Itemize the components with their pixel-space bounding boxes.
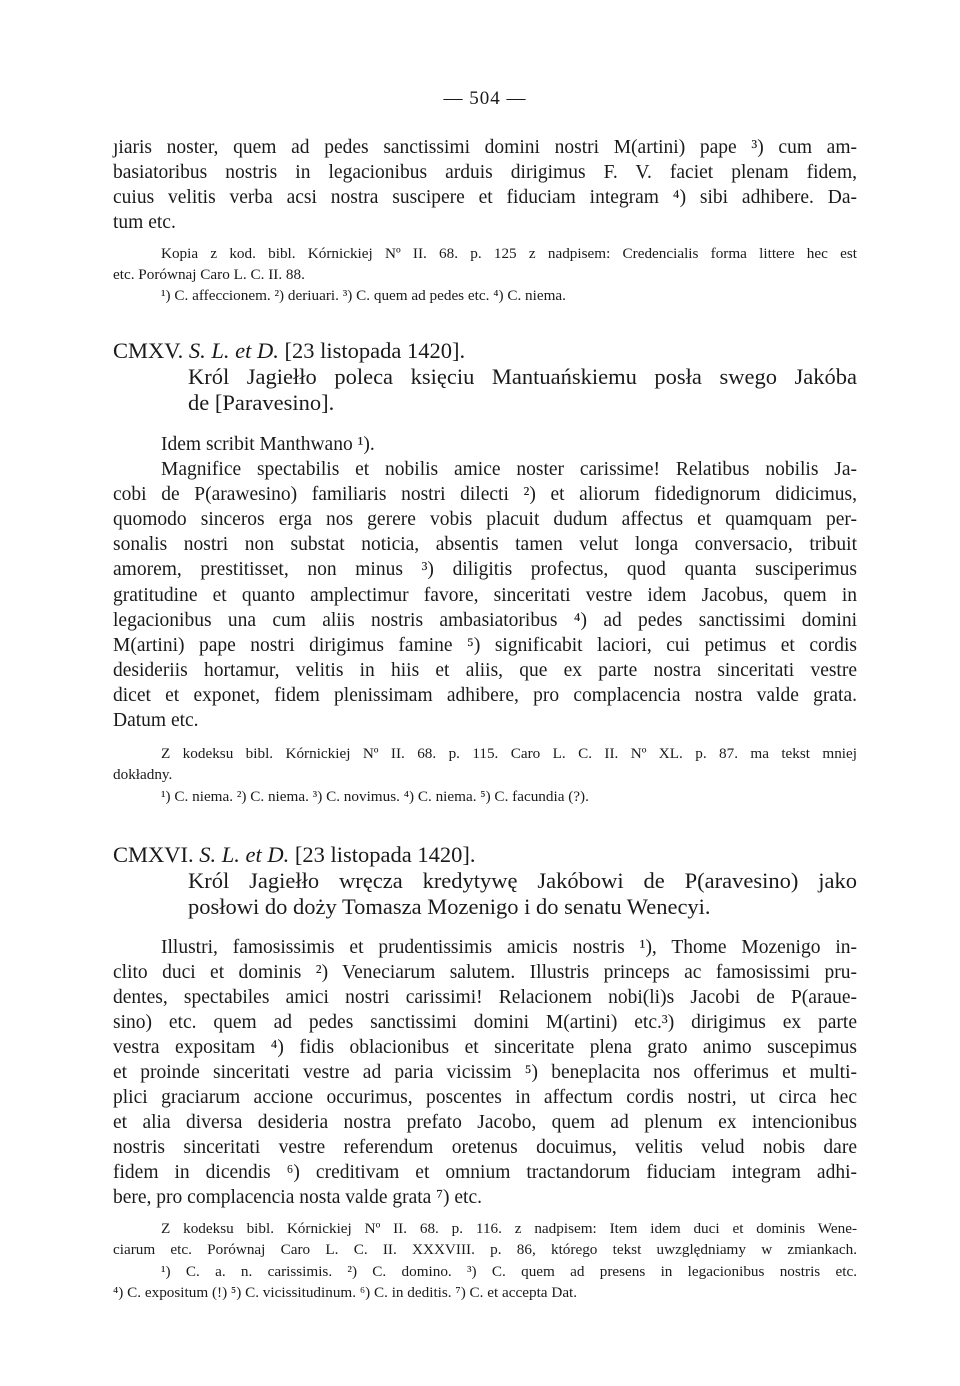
text-line: vestra expositam ⁴) fidis oblacionibus et sinceritate plena grato animo suscepimus bbox=[113, 1037, 857, 1058]
document-title: Król Jagiełło poleca księciu Mantuańskiemu posła swego Jakóba bbox=[188, 364, 857, 389]
document-date: [23 listopada 1420]. bbox=[294, 842, 476, 867]
source-note: Z kodeksu bibl. Kórnickiej Nº II. 68. p. 115. Caro L. C. II. Nº XL. p. 87. ma tekst mniej bbox=[161, 745, 857, 762]
text-line: Datum etc. bbox=[113, 710, 199, 731]
text-line: cobi de P(arawesino) familiaris nostri dilecti ²) et aliorum fidedignorum didicimus, bbox=[113, 484, 857, 505]
document-intro: Idem scribit Manthwano ¹). bbox=[161, 434, 375, 455]
text-line: fidem in dicendis ⁶) creditivam et omnium tractandorum fiduciam integram adhi- bbox=[113, 1162, 857, 1183]
text-line: sonalis nostri non substat noticia, absentis tamen velut longa conversacio, tribuit bbox=[113, 534, 857, 555]
document-number: CMXVI. bbox=[113, 842, 194, 867]
note-line: Kopia z kod. bibl. Kórnickiej Nº II. 68. p. 125 z nadpisem: Credencialis forma littere hec est bbox=[161, 245, 857, 262]
place-date: S. L. et D. bbox=[199, 842, 290, 867]
text-line: tum etc. bbox=[113, 212, 176, 233]
footnotes: ¹) C. affeccionem. ²) deriuari. ³) C. quem ad pedes etc. ⁴) C. niema. bbox=[161, 287, 566, 304]
text-line: bere, pro complacencia nosta valde grata ⁷) etc. bbox=[113, 1187, 482, 1208]
text-line: cuius velitis verba acsi nostra suscipere et fiduciam integram ⁴) sibi adhibere. Da- bbox=[113, 187, 857, 208]
document-heading bbox=[113, 338, 857, 364]
page-number: — 504 — bbox=[443, 88, 527, 109]
text-line: Illustri, famosissimis et prudentissimis amicis nostris ¹), Thome Mozenigo in- bbox=[161, 937, 857, 958]
note-line: etc. Porównaj Caro L. C. II. 88. bbox=[113, 266, 305, 283]
text-line: M(artini) pape nostri dirigimus famine ⁵) significabit laciori, cui petimus et cordis bbox=[113, 635, 857, 656]
document-title: Król Jagiełło wręcza kredytywę Jakóbowi de P(aravesino) jako bbox=[188, 868, 857, 893]
text-line: clito duci et dominis ²) Veneciarum salutem. Illustris princeps ac famosissimi pru- bbox=[113, 962, 857, 983]
text-line: sino) etc. quem ad pedes sanctissimi domini M(artini) etc.³) dirigimus ex parte bbox=[113, 1012, 857, 1033]
document-number: CMXV. bbox=[113, 338, 184, 363]
place-date: S. L. et D. bbox=[188, 338, 279, 363]
document-date: [23 listopada 1420]. bbox=[284, 338, 466, 363]
text-line: gratitudine et quanto amplectimur favore, sinceritati vestre idem Jacobus, quem in bbox=[113, 585, 857, 606]
text-line: basiatoribus nostris in legacionibus arduis dirigimus F. V. faciet plenam fidem, bbox=[113, 162, 857, 183]
document-title: posłowi do doży Tomasza Mozenigo i do senatu Wenecyi. bbox=[188, 894, 711, 919]
footnotes: ¹) C. a. n. carissimis. ²) C. domino. ³) C. quem ad presens in legacionibus nostris etc. bbox=[161, 1263, 857, 1280]
text-line: plici graciarum accione occurimus, poscentes in affectum cordis nostri, ut circa hec bbox=[113, 1087, 857, 1108]
text-line: et proinde sinceritati vestre ad paria vicissim ⁵) beneplacita nos offerimus et multi- bbox=[113, 1062, 857, 1083]
text-line: ȷiaris noster, quem ad pedes sanctissimi domini nostri M(artini) pape ³) cum am- bbox=[113, 137, 857, 158]
text-line: legacionibus una cum aliis nostris ambasiatoribus ⁴) ad pedes sanctissimi domini bbox=[113, 610, 857, 631]
text-line: amorem, prestitisset, non minus ³) diligitis profectus, quod quanta susciperimus bbox=[113, 559, 857, 580]
text-line: desideriis hortamur, velitis in hiis et aliis, que ex parte nostra sinceritati vestre bbox=[113, 660, 857, 681]
text-line: dentes, spectabiles amici nostri carissimi! Relacionem nobi(li)s Jacobi de P(araue- bbox=[113, 987, 857, 1008]
source-note: ciarum etc. Porównaj Caro L. C. II. XXXVIII. p. 86, którego tekst uwzględniamy w zmiankach. bbox=[113, 1241, 857, 1258]
source-note: Z kodeksu bibl. Kórnickiej Nº II. 68. p. 116. z nadpisem: Item idem duci et dominis Wene- bbox=[161, 1220, 857, 1237]
text-line: nostris sinceritati vestre referendum oretenus docuimus, velitis velud nobis dare bbox=[113, 1137, 857, 1158]
footnotes: ¹) C. niema. ²) C. niema. ³) C. novimus. ⁴) C. niema. ⁵) C. facundia (?). bbox=[161, 788, 589, 805]
text-line: Magnifice spectabilis et nobilis amice noster carissime! Relatibus nobilis Ja- bbox=[161, 459, 857, 480]
document-heading bbox=[113, 842, 857, 868]
text-line: quomodo sinceros erga nos gerere vobis placuit dudum affectus et quamquam per- bbox=[113, 509, 857, 530]
text-line: et alia diversa desideria nostra prefato Jacobo, quem ad plenum ex intencionibus bbox=[113, 1112, 857, 1133]
footnotes: ⁴) C. expositum (!) ⁵) C. vicissitudinum. ⁶) C. in deditis. ⁷) C. et accepta Dat. bbox=[113, 1284, 578, 1301]
document-title: de [Paravesino]. bbox=[188, 390, 335, 415]
text-line: dicet et exponet, fidem plenissimam adhibere, pro complacencia nostra valde grata. bbox=[113, 685, 857, 706]
source-note: dokładny. bbox=[113, 766, 173, 783]
